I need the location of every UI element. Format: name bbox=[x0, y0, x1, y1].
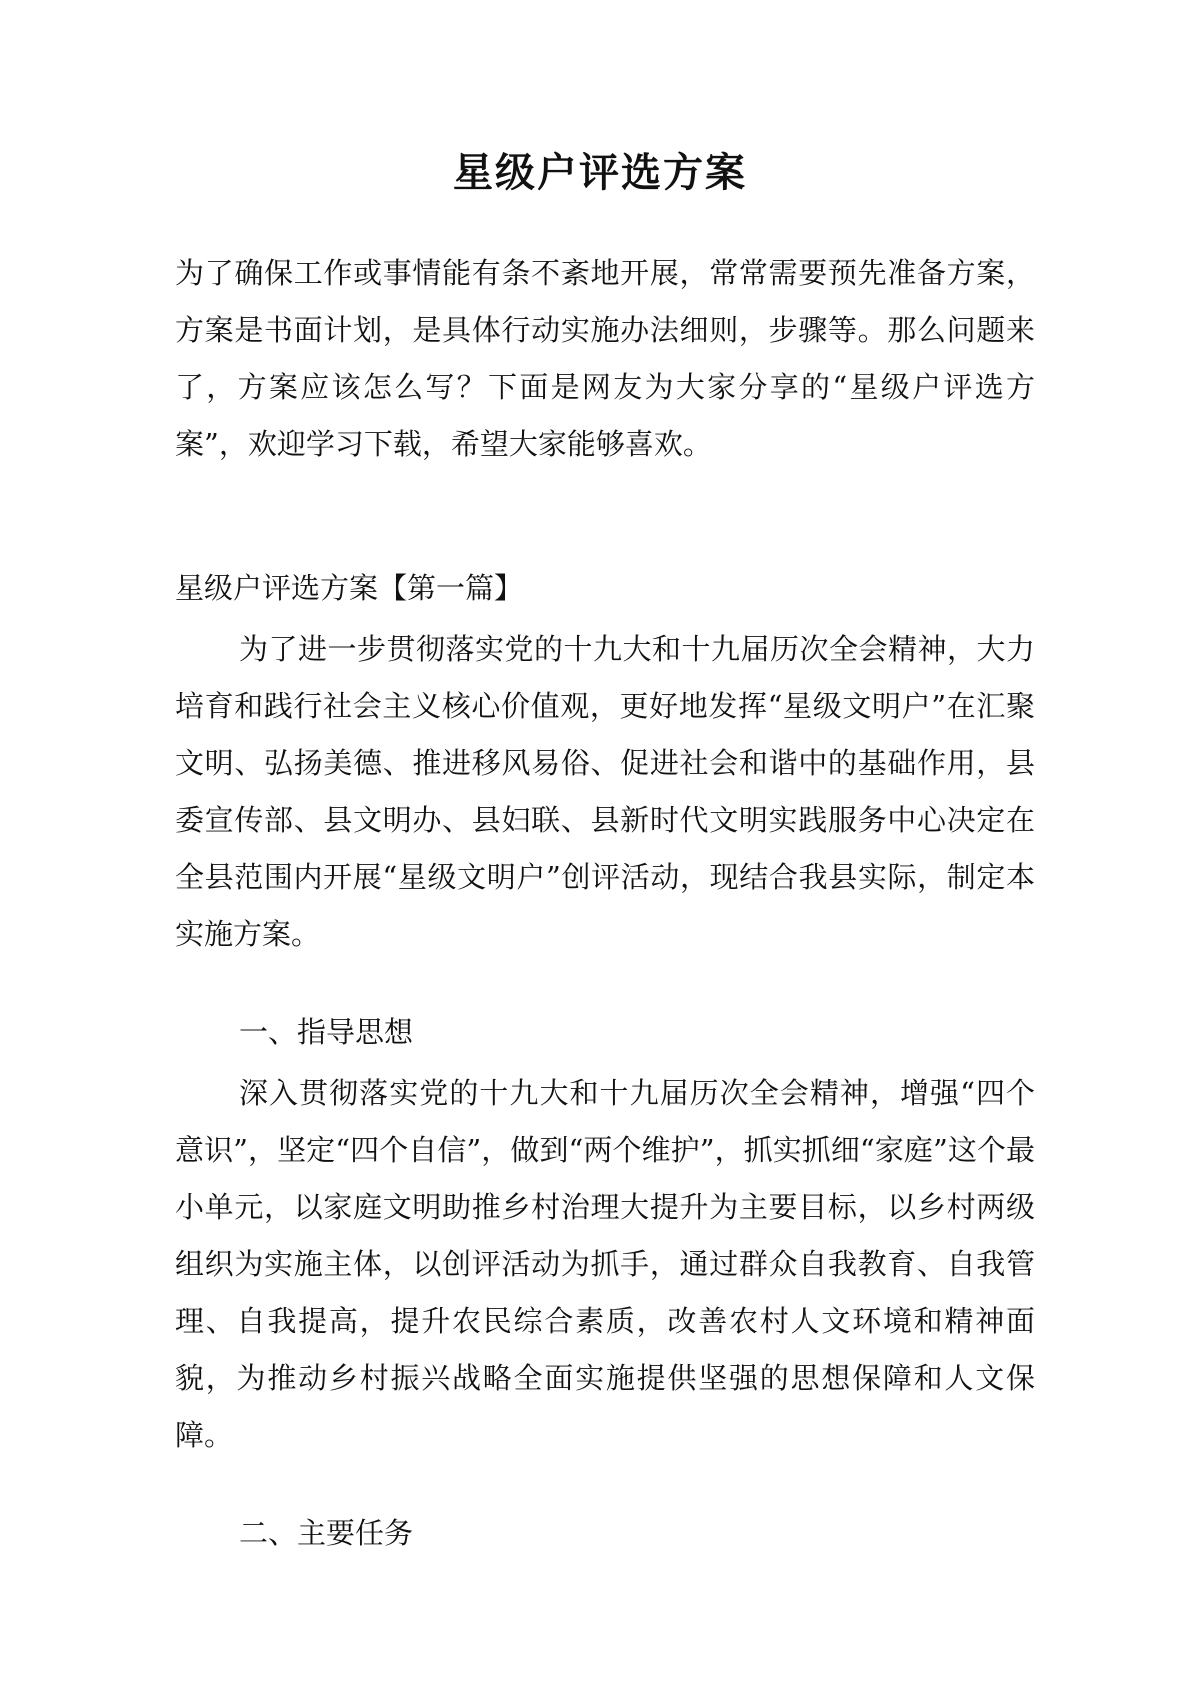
subheading-guiding-thought: 一、指导思想 bbox=[239, 1015, 414, 1049]
section-heading: 星级户评选方案【第一篇】 bbox=[175, 571, 524, 605]
intro-paragraph: 为了确保工作或事情能有条不紊地开展，常常需要预先准备方案，方案是书面计划，是具体行动实施办法细则，步骤等。那么问题来了，方案应该怎么写？下面是网友为大家分享的“星级户评选方案”，欢迎学习下载，希望大家能够喜欢。 bbox=[175, 256, 1035, 461]
document-title: 星级户评选方案 bbox=[453, 149, 747, 196]
body-paragraph-1: 为了进一步贯彻落实党的十九大和十九届历次全会精神，大力培育和践行社会主义核心价值观，更好地发挥“星级文明户”在汇聚文明、弘扬美德、推进移风易俗、促进社会和谐中的基础作用，县委宣传部、县文明办、县妇联、县新时代文明实践服务中心决定在全县范围内开展“星级文明户”创评活动，现结合我县实际，制定本实施方案。 bbox=[175, 632, 1035, 951]
subheading-main-tasks: 二、主要任务 bbox=[239, 1516, 414, 1550]
body-paragraph-2: 深入贯彻落实党的十九大和十九届历次全会精神，增强“四个意识”，坚定“四个自信”，做到“两个维护”，抓实抓细“家庭”这个最小单元，以家庭文明助推乡村治理大提升为主要目标，以乡村两级组织为实施主体，以创评活动为抓手，通过群众自我教育、自我管理、自我提高，提升农民综合素质，改善农村人文环境和精神面貌，为推动乡村振兴战略全面实施提供坚强的思想保障和人文保障。 bbox=[175, 1076, 1035, 1452]
